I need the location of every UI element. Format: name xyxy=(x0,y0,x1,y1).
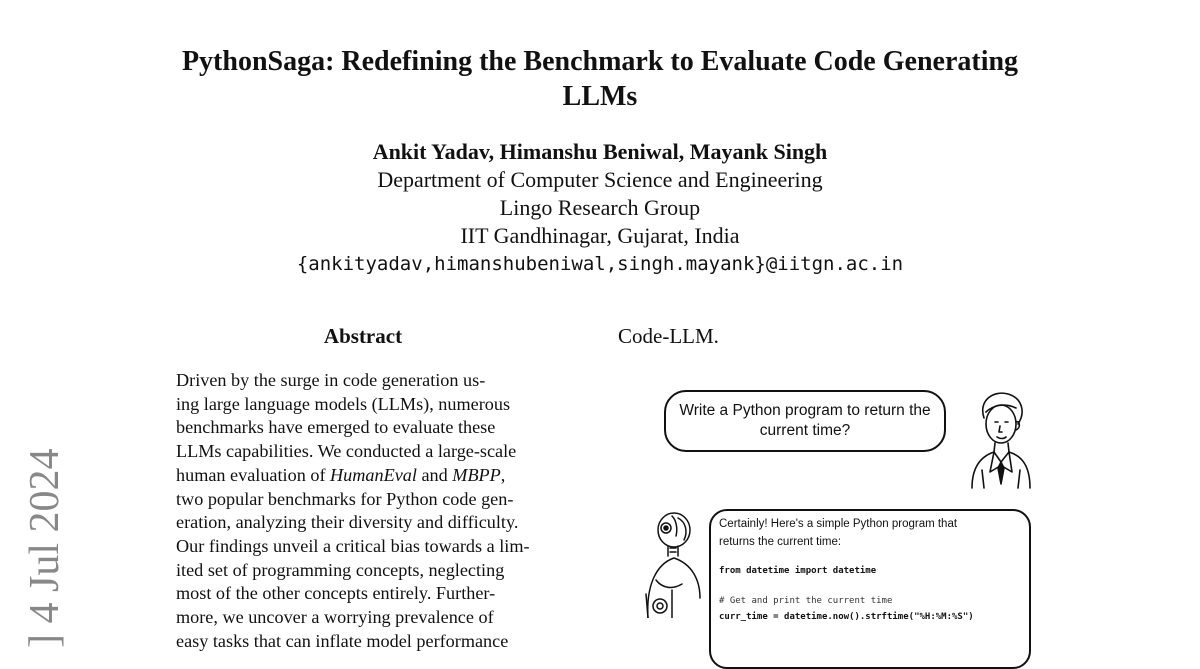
affiliation-department: Department of Computer Science and Engineering xyxy=(377,167,823,192)
abstract-line: two popular benchmarks for Python code gen- xyxy=(176,488,514,509)
affiliation-institute: IIT Gandhinagar, Gujarat, India xyxy=(460,223,740,248)
author-emails: {ankityadav,himanshubeniwal,singh.mayank}@iitgn.ac.in xyxy=(296,253,904,275)
abstract-line: most of the other concepts entirely. Further- xyxy=(176,583,496,604)
affiliation-group: Lingo Research Group xyxy=(499,195,701,220)
humaneval-term: HumanEval xyxy=(330,464,417,485)
answer-intro-line: returns the current time: xyxy=(719,536,842,548)
robot-assistant-icon xyxy=(642,510,706,618)
abstract-line: LLMs capabilities. We conducted a large-scale xyxy=(176,441,517,462)
answer-intro-line: Certainly! Here's a simple Python program that xyxy=(719,518,958,530)
abstract-line: eration, analyzing their diversity and difficulty. xyxy=(176,512,519,533)
code-time-line: curr_time = datetime.now().strftime("%H:%M:%S") xyxy=(719,612,974,622)
answer-bubble xyxy=(709,509,1031,669)
question-bubble: Write a Python program to return the current time? xyxy=(664,390,946,452)
human-user-icon xyxy=(964,388,1036,490)
abstract-line: human evaluation of HumanEval and MBPP, xyxy=(176,464,506,485)
abstract-line: easy tasks that can inflate model performance xyxy=(176,630,509,651)
abstract-line: more, we uncover a worrying prevalence of xyxy=(176,607,494,628)
abstract-line: ited set of programming concepts, neglecting xyxy=(176,559,505,580)
title-line-2: LLMs xyxy=(562,81,638,112)
abstract-body xyxy=(176,369,550,653)
arxiv-stamp: ] 4 Jul 2024 xyxy=(22,448,68,648)
title-line-1: PythonSaga: Redefining the Benchmark to Evaluate Code Generating xyxy=(181,46,1019,77)
paper-title xyxy=(150,44,1050,114)
abstract-heading: Abstract xyxy=(323,324,403,348)
code-import-line: from datetime import datetime xyxy=(719,566,877,576)
abstract-line: Our findings unveil a critical bias towards a lim- xyxy=(176,535,530,556)
abstract-line: benchmarks have emerged to evaluate these xyxy=(176,417,496,438)
code-comment-line: # Get and print the current time xyxy=(719,596,893,606)
abstract-line: ing large language models (LLMs), numerous xyxy=(176,393,511,414)
mbpp-term: MBPP xyxy=(452,464,501,485)
authors: Ankit Yadav, Himanshu Beniwal, Mayank Singh xyxy=(372,139,828,164)
abstract-line: Driven by the surge in code generation us- xyxy=(176,370,486,390)
right-column-text: Code-LLM. xyxy=(618,324,719,348)
